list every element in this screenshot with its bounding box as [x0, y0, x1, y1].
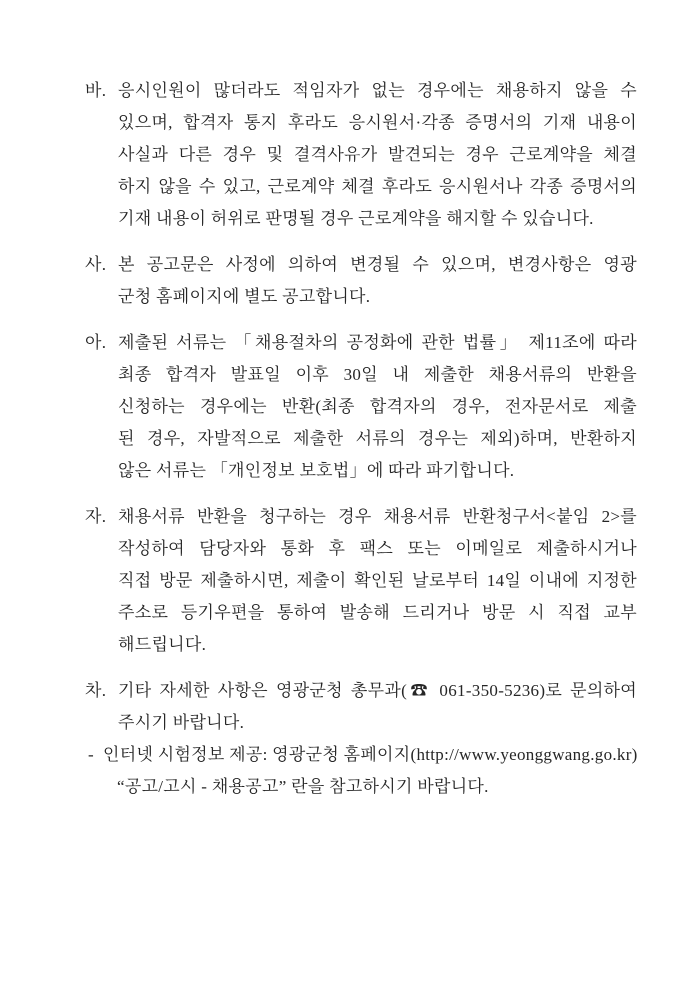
section-자 — [85, 501, 637, 661]
section-label: 차. — [85, 681, 107, 700]
text-line: 응시인원이 많더라도 적임자가 없는 경우에는 채용하지 않을 수 — [118, 81, 637, 100]
text-line: 된 경우, 자발적으로 제출한 서류의 경우는 제외)하며, 반환하지 — [118, 429, 637, 448]
section-label: 바. — [85, 81, 107, 100]
section-label: 자. — [85, 507, 107, 526]
section-아 — [85, 327, 637, 487]
text-line: 있으며, 합격자 통지 후라도 응시원서·각종 증명서의 기재 내용이 — [118, 113, 637, 132]
text-line: 신청하는 경우에는 반환(최종 합격자의 경우, 전자문서로 제출 — [118, 397, 637, 416]
text-line: 제출된 서류는 「채용절차의 공정화에 관한 법률」 제11조에 따라 — [118, 333, 637, 352]
text-line: 작성하여 담당자와 통화 후 팩스 또는 이메일로 제출하시거나 — [118, 539, 637, 558]
text-line: 않은 서류는 「개인정보 보호법」에 따라 파기합니다. — [118, 461, 515, 480]
text-line: 군청 홈페이지에 별도 공고합니다. — [118, 287, 371, 306]
text-line: 사실과 다른 경우 및 결격사유가 발견되는 경우 근로계약을 체결 — [118, 145, 637, 164]
text-line: 최종 합격자 발표일 이후 30일 내 제출한 채용서류의 반환을 — [118, 365, 637, 384]
section-차 — [85, 675, 637, 803]
sub-item-line: “공고/고시 - 채용공고” 란을 참고하시기 바랍니다. — [117, 777, 489, 796]
text-line: 기재 내용이 허위로 판명될 경우 근로계약을 해지할 수 있습니다. — [118, 209, 594, 228]
section-바 — [85, 75, 637, 235]
text-line: 주소로 등기우편을 통하여 발송해 드리거나 방문 시 직접 교부 — [118, 603, 637, 622]
text-line: 해드립니다. — [118, 635, 207, 654]
text-line: 직접 방문 제출하시면, 제출이 확인된 날로부터 14일 이내에 지정한 — [118, 571, 637, 590]
dash-bullet: - — [88, 745, 94, 764]
section-label: 아. — [85, 333, 107, 352]
section-사 — [85, 249, 637, 313]
text-line: 본 공고문은 사정에 의하여 변경될 수 있으며, 변경사항은 영광 — [118, 255, 637, 274]
text-line: 채용서류 반환을 청구하는 경우 채용서류 반환청구서<붙임 2>를 — [118, 507, 637, 526]
text-line: 하지 않을 수 있고, 근로계약 체결 후라도 응시원서나 각종 증명서의 — [118, 177, 637, 196]
announcement-sections — [85, 75, 637, 803]
text-line: 주시기 바랍니다. — [118, 713, 245, 732]
text-line: 기타 자세한 사항은 영광군청 총무과(☎ 061-350-5236)로 문의하여 — [118, 681, 637, 700]
section-label: 사. — [85, 255, 107, 274]
sub-item-line: 인터넷 시험정보 제공: 영광군청 홈페이지(http://www.yeonggwang.go.kr) — [103, 745, 638, 764]
sub-item — [88, 739, 638, 803]
